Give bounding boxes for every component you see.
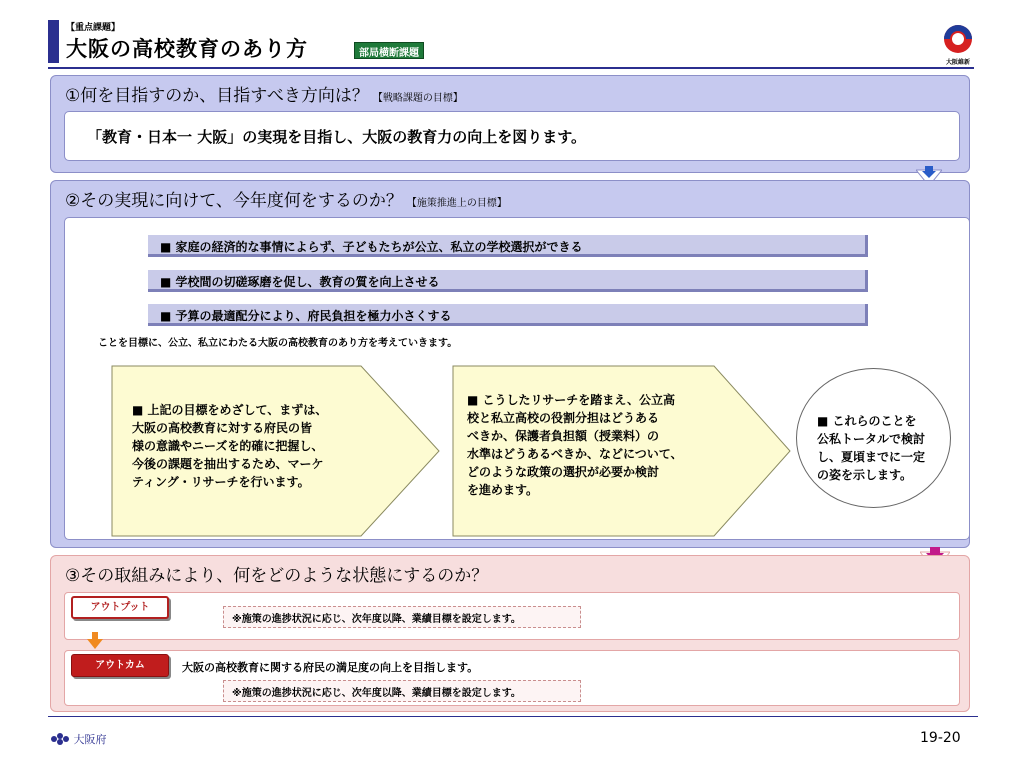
goal-box — [64, 111, 960, 161]
step-line: 公私トータルで検討 — [817, 432, 926, 446]
section-goal — [50, 75, 970, 173]
section-actions-title — [65, 186, 507, 211]
section-results-title: ③その取組みにより、何をどのような状態にするのか？ — [65, 566, 489, 586]
step-line: べきか、保護者負担額（授業料）の — [467, 429, 660, 443]
goal-text: 「教育・日本一 大阪」の実現を目指し、大阪の教育力の向上を図ります。 — [87, 128, 587, 146]
step-text-conclusion — [817, 412, 967, 484]
step-line: を進めます。 — [467, 483, 539, 497]
category-badge: 部局横断課題 — [354, 42, 424, 59]
step-line: 大阪の高校教育に対する府民の皆 — [132, 421, 313, 435]
objective-bar: ■ 学校間の切磋琢磨を促し、教育の質を向上させる — [148, 270, 868, 292]
logo-text: 大阪維新 — [945, 59, 970, 66]
step-line: ティング・リサーチを行います。 — [132, 475, 310, 489]
section-goal-heading: ①何を目指すのか、目指すべき方向は？ — [65, 86, 369, 106]
footer-divider — [48, 716, 978, 717]
header-accent-bar — [48, 20, 59, 63]
section-actions-heading: ②その実現に向けて、今年度何をするのか？ — [65, 191, 403, 211]
section-goal-subtitle: 【戦略課題の目標】 — [372, 93, 463, 104]
step-line: 様の意識やニーズを的確に把握し、 — [132, 439, 324, 453]
output-label: アウトプット — [71, 596, 169, 619]
section-goal-title — [65, 81, 463, 106]
osaka-prefecture-icon — [50, 733, 70, 745]
page-number: 19-20 — [920, 730, 961, 746]
objective-bar: ■ 家庭の経済的な事情によらず、子どもたちが公立、私立の学校選択ができる — [148, 235, 868, 257]
objective-bar: ■ 予算の最適配分により、府民負担を極力小さくする — [148, 304, 868, 326]
outcome-label: アウトカム — [71, 654, 169, 677]
section-results — [50, 555, 970, 712]
footer-org — [50, 731, 107, 747]
step-text-policy — [467, 391, 757, 499]
step-line: 水準はどうあるべきか、などについて、 — [467, 447, 683, 461]
footer-org-name: 大阪府 — [73, 733, 107, 746]
section-actions — [50, 180, 970, 548]
step-line: し、夏頃までに一定 — [817, 450, 926, 464]
step-text-research — [132, 401, 412, 491]
step-line: 校と私立高校の役割分担はどうある — [467, 411, 660, 425]
section-actions-subtitle: 【施策推進上の目標】 — [406, 198, 507, 209]
step-line: どのような政策の選択が必要か検討 — [467, 465, 660, 479]
down-arrow-icon — [87, 632, 103, 650]
output-note: ※施策の進捗状況に応じ、次年度以降、業績目標を設定します。 — [223, 606, 581, 628]
step-line: 今後の課題を抽出するため、マーケ — [132, 457, 324, 471]
step-line: ■ こうしたリサーチを踏まえ、公立高 — [467, 393, 675, 407]
header-tag: 【重点課題】 — [66, 23, 121, 33]
page-title: 大阪の高校教育のあり方 — [66, 37, 308, 61]
header-divider — [48, 67, 974, 69]
outcome-text: 大阪の高校教育に関する府民の満足度の向上を目指します。 — [182, 661, 479, 674]
actions-box — [64, 217, 970, 540]
outcome-note: ※施策の進捗状況に応じ、次年度以降、業績目標を設定します。 — [223, 680, 581, 702]
step-line: ■ これらのことを — [817, 414, 917, 428]
objective-summary: ことを目標に、公立、私立にわたる大阪の高校教育のあり方を考えていきます。 — [98, 338, 458, 349]
step-line: の姿を示します。 — [817, 468, 913, 482]
step-line: ■ 上記の目標をめざして、まずは、 — [132, 403, 328, 417]
